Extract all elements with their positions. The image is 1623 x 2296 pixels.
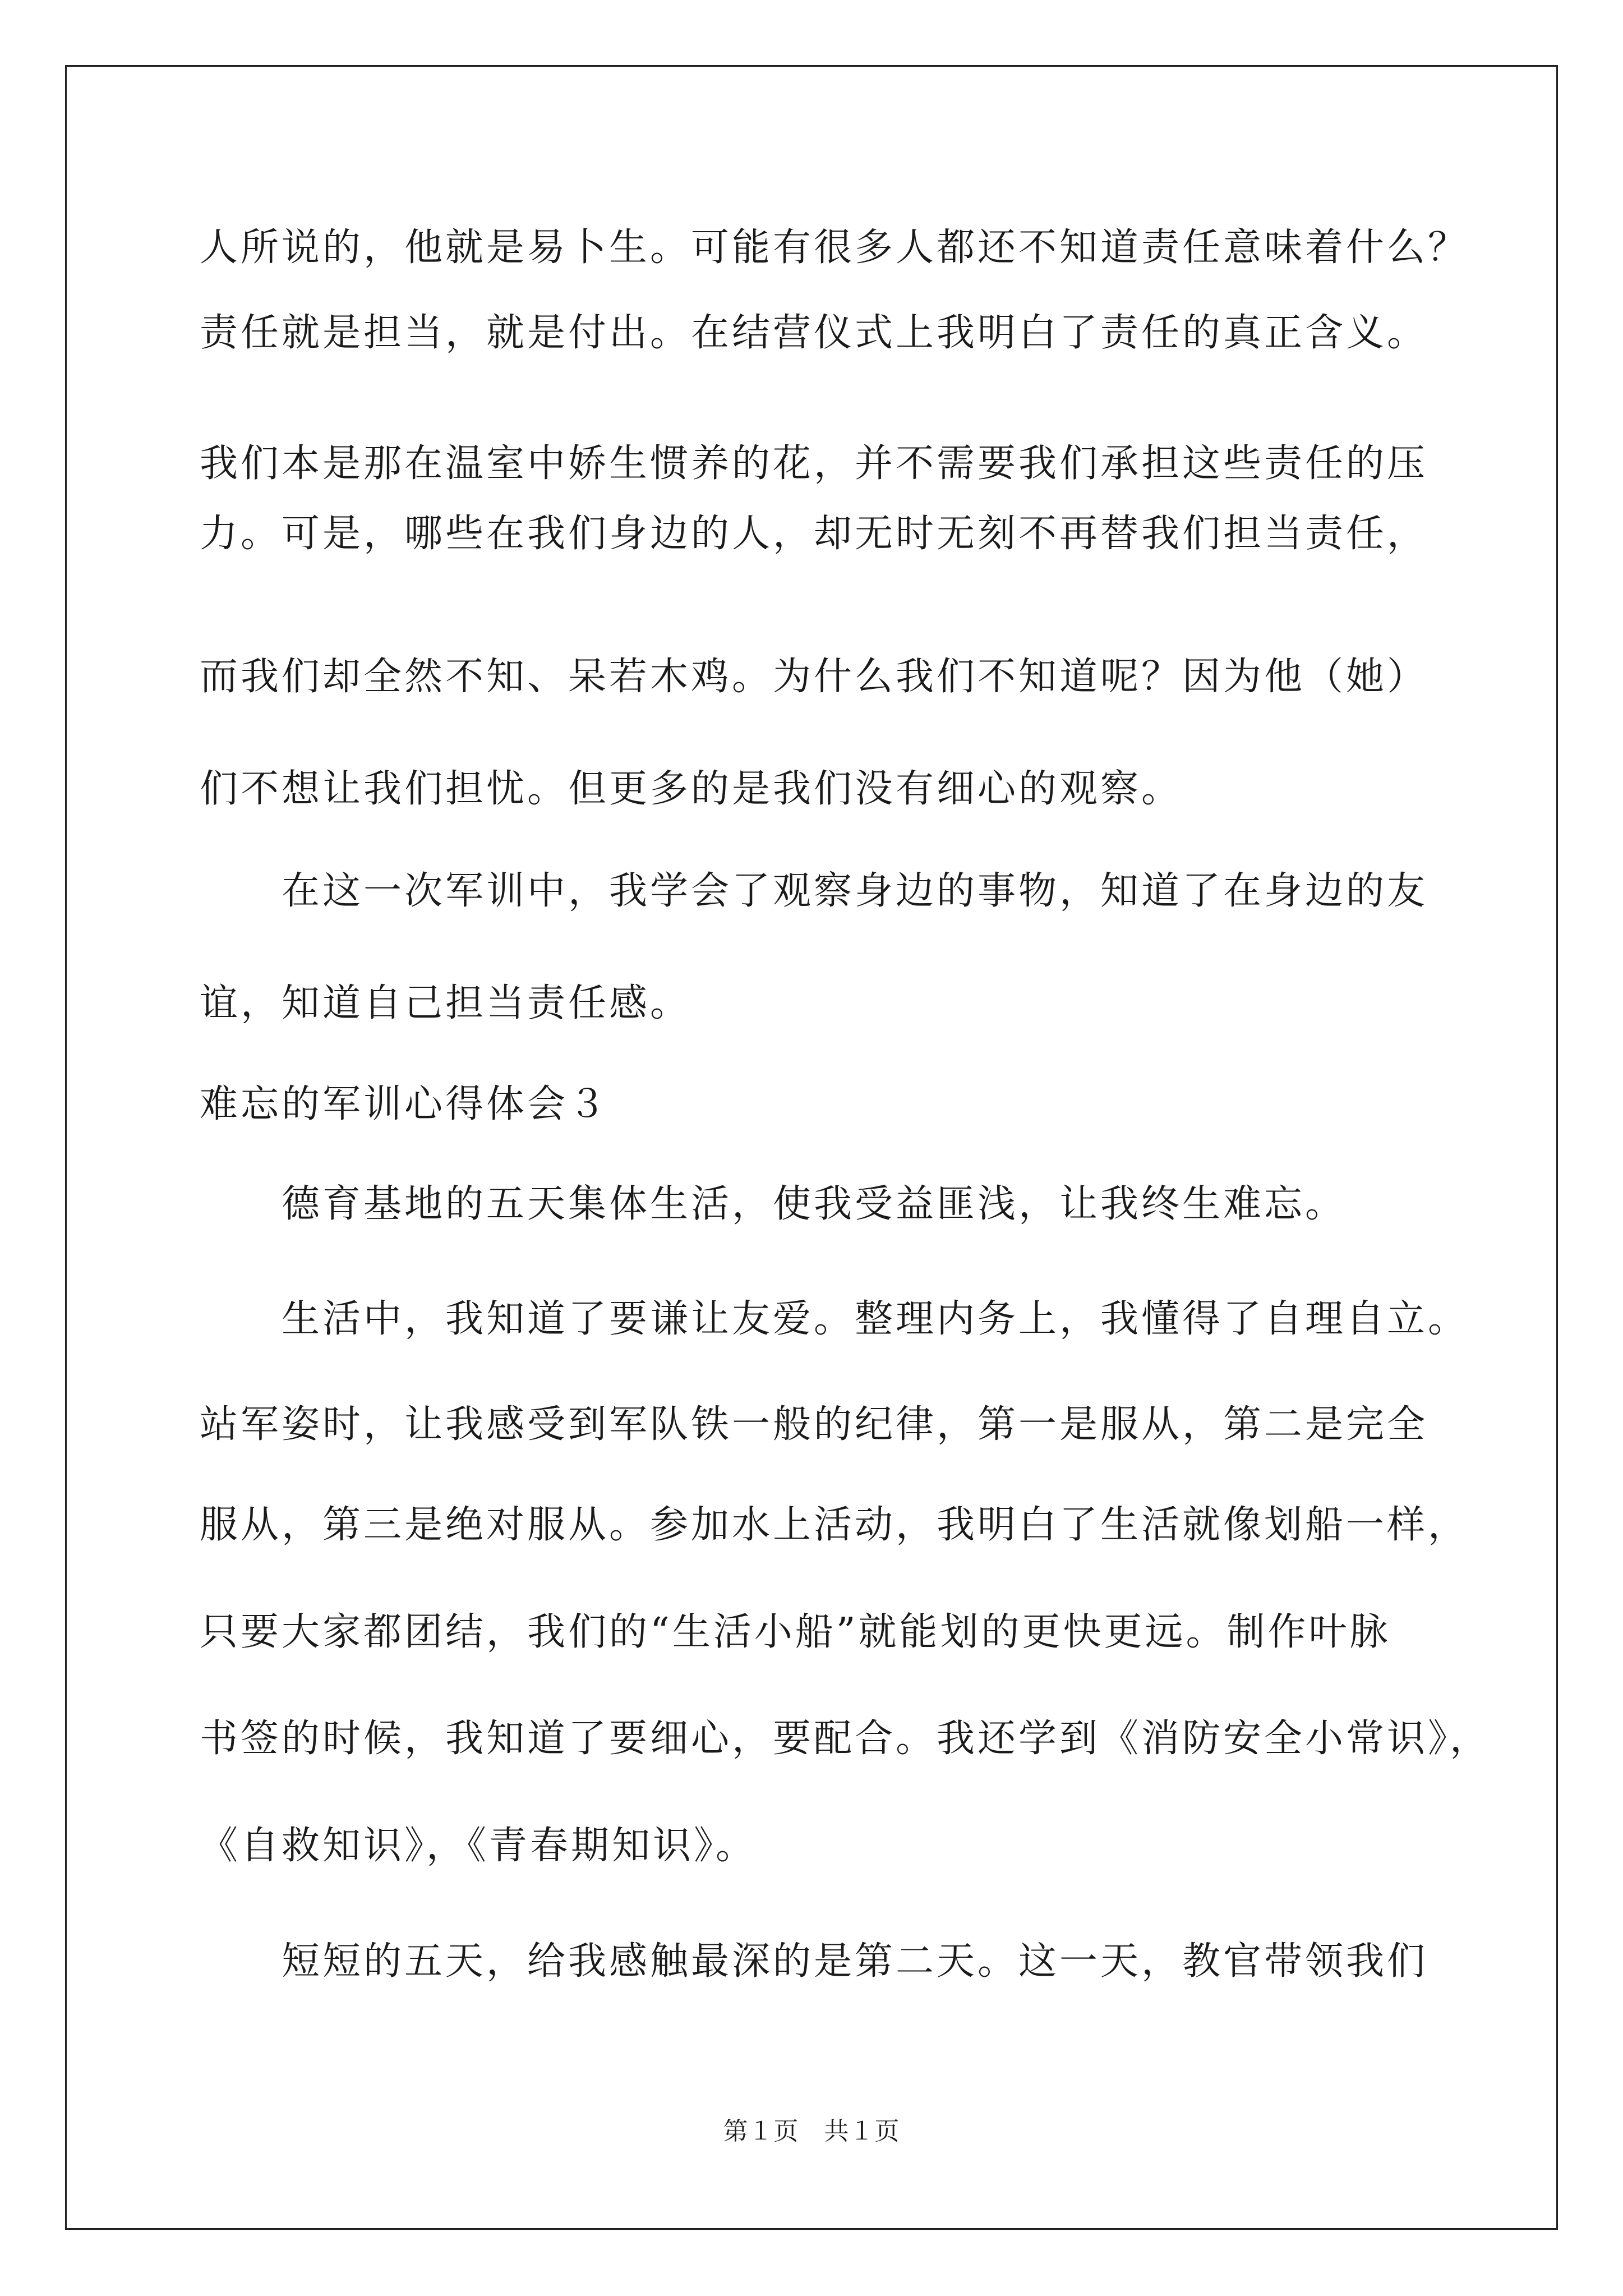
paragraph-line: 《自救知识》，《青春期知识》。 (200, 1824, 757, 1868)
paragraph-line: 服从，第三是绝对服从。参加水上活动，我明白了生活就像划船一样， (200, 1503, 1469, 1547)
paragraph-line: 德育基地的五天集体生活，使我受益匪浅，让我终生难忘。 (200, 1182, 1347, 1226)
section-heading: 难忘的军训心得体会３ (200, 1082, 610, 1126)
paragraph-line: 我们本是那在温室中娇生惯养的花，并不需要我们承担这些责任的压 (200, 441, 1428, 486)
page-footer: 第１页 共１页 (723, 2117, 900, 2146)
paragraph-line: 生活中，我知道了要谦让友爱。整理内务上，我懂得了自理自立。 (200, 1297, 1469, 1341)
paragraph-line: 责任就是担当，就是付出。在结营仪式上我明白了责任的真正含义。 (200, 311, 1428, 355)
paragraph-line: 们不想让我们担忧。但更多的是我们没有细心的观察。 (200, 767, 1183, 811)
paragraph-line: 人所说的，他就是易卜生。可能有很多人都还不知道责任意味着什么？ (200, 226, 1469, 270)
paragraph-line: 站军姿时，让我感受到军队铁一般的纪律，第一是服从，第二是完全 (200, 1402, 1428, 1447)
paragraph-line: 力。可是，哪些在我们身边的人，却无时无刻不再替我们担当责任， (200, 512, 1428, 556)
page-border (65, 65, 1558, 2230)
paragraph-line: 短短的五天，给我感触最深的是第二天。这一天，教官带领我们 (200, 1939, 1428, 1984)
paragraph-line: 只要大家都团结，我们的“生活小船”就能划的更快更远。制作叶脉 (200, 1610, 1391, 1654)
paragraph-line: 书签的时候，我知道了要细心，要配合。我还学到《消防安全小常识》， (200, 1717, 1491, 1761)
paragraph-line: 在这一次军训中，我学会了观察身边的事物，知道了在身边的友 (200, 869, 1428, 913)
paragraph-line: 而我们却全然不知、呆若木鸡。为什么我们不知道呢？因为他（她） (200, 655, 1428, 699)
paragraph-line: 谊，知道自己担当责任感。 (200, 981, 691, 1025)
